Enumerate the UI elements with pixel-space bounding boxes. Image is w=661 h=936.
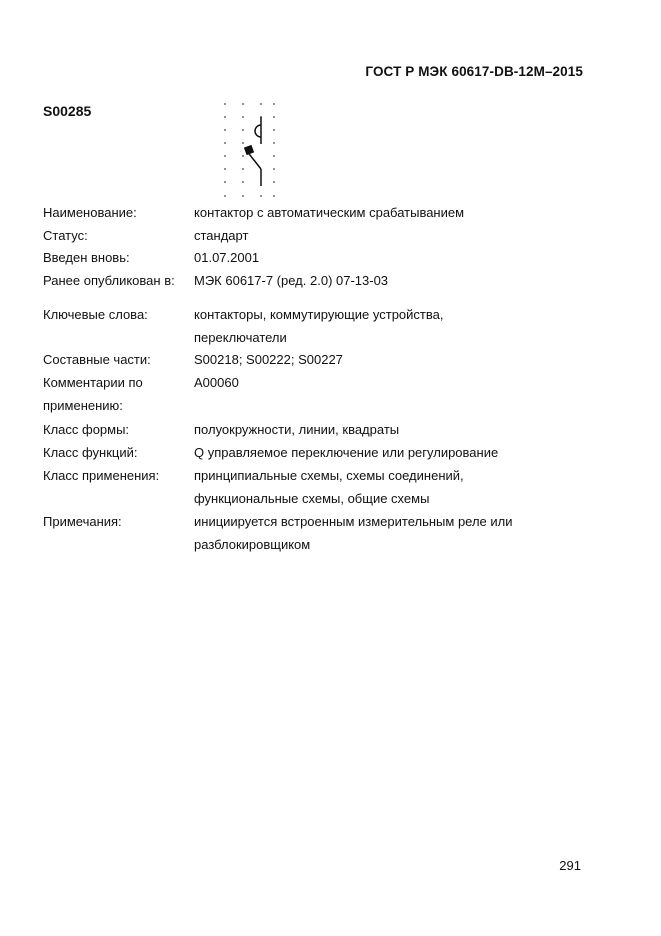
field-label-name: Наименование: (43, 205, 137, 220)
field-value-name: контактор с автоматическим срабатыванием (194, 205, 465, 220)
field-label-status: Статус: (43, 228, 88, 243)
field-value-notes: инициируется встроенным измерительным реле или разблокировщиком (194, 514, 513, 552)
field-label-notes: Примечания: (43, 514, 122, 529)
field-value-keywords: контакторы, коммутирующие устройства, переключатели (194, 307, 444, 345)
field-value-function-class: Q управляемое переключение или регулирование (194, 445, 499, 460)
field-value-application-comments: A00060 (194, 375, 239, 390)
release-square (244, 145, 254, 155)
page-number: 291 (559, 858, 581, 873)
field-label-components: Составные части: (43, 352, 151, 367)
symbol-code: S00285 (43, 103, 92, 119)
field-label-shape-class: Класс формы: (43, 422, 130, 437)
field-value-components: S00218; S00222; S00227 (194, 352, 343, 367)
field-label-previously-published: Ранее опубликован в: (43, 273, 175, 288)
field-value-previously-published: МЭК 60617-7 (ред. 2.0) 07-13-03 (194, 273, 389, 288)
field-label-function-class: Класс функций: (43, 445, 138, 460)
field-label-application-class: Класс применения: (43, 468, 160, 483)
standard-title: ГОСТ Р МЭК 60617-DB-12M–2015 (365, 64, 583, 79)
field-label-application-comments: Комментарии по применению: (43, 375, 143, 413)
field-value-application-class: принципиальные схемы, схемы соединений, функциональные схемы, общие схемы (194, 468, 464, 506)
field-label-keywords: Ключевые слова: (43, 307, 148, 322)
contactor-symbol-icon (218, 98, 280, 202)
field-value-introduced: 01.07.2001 (194, 250, 260, 265)
field-label-introduced: Введен вновь: (43, 250, 130, 265)
field-value-shape-class: полуокружности, линии, квадраты (194, 422, 400, 437)
field-value-status: стандарт (194, 228, 249, 243)
